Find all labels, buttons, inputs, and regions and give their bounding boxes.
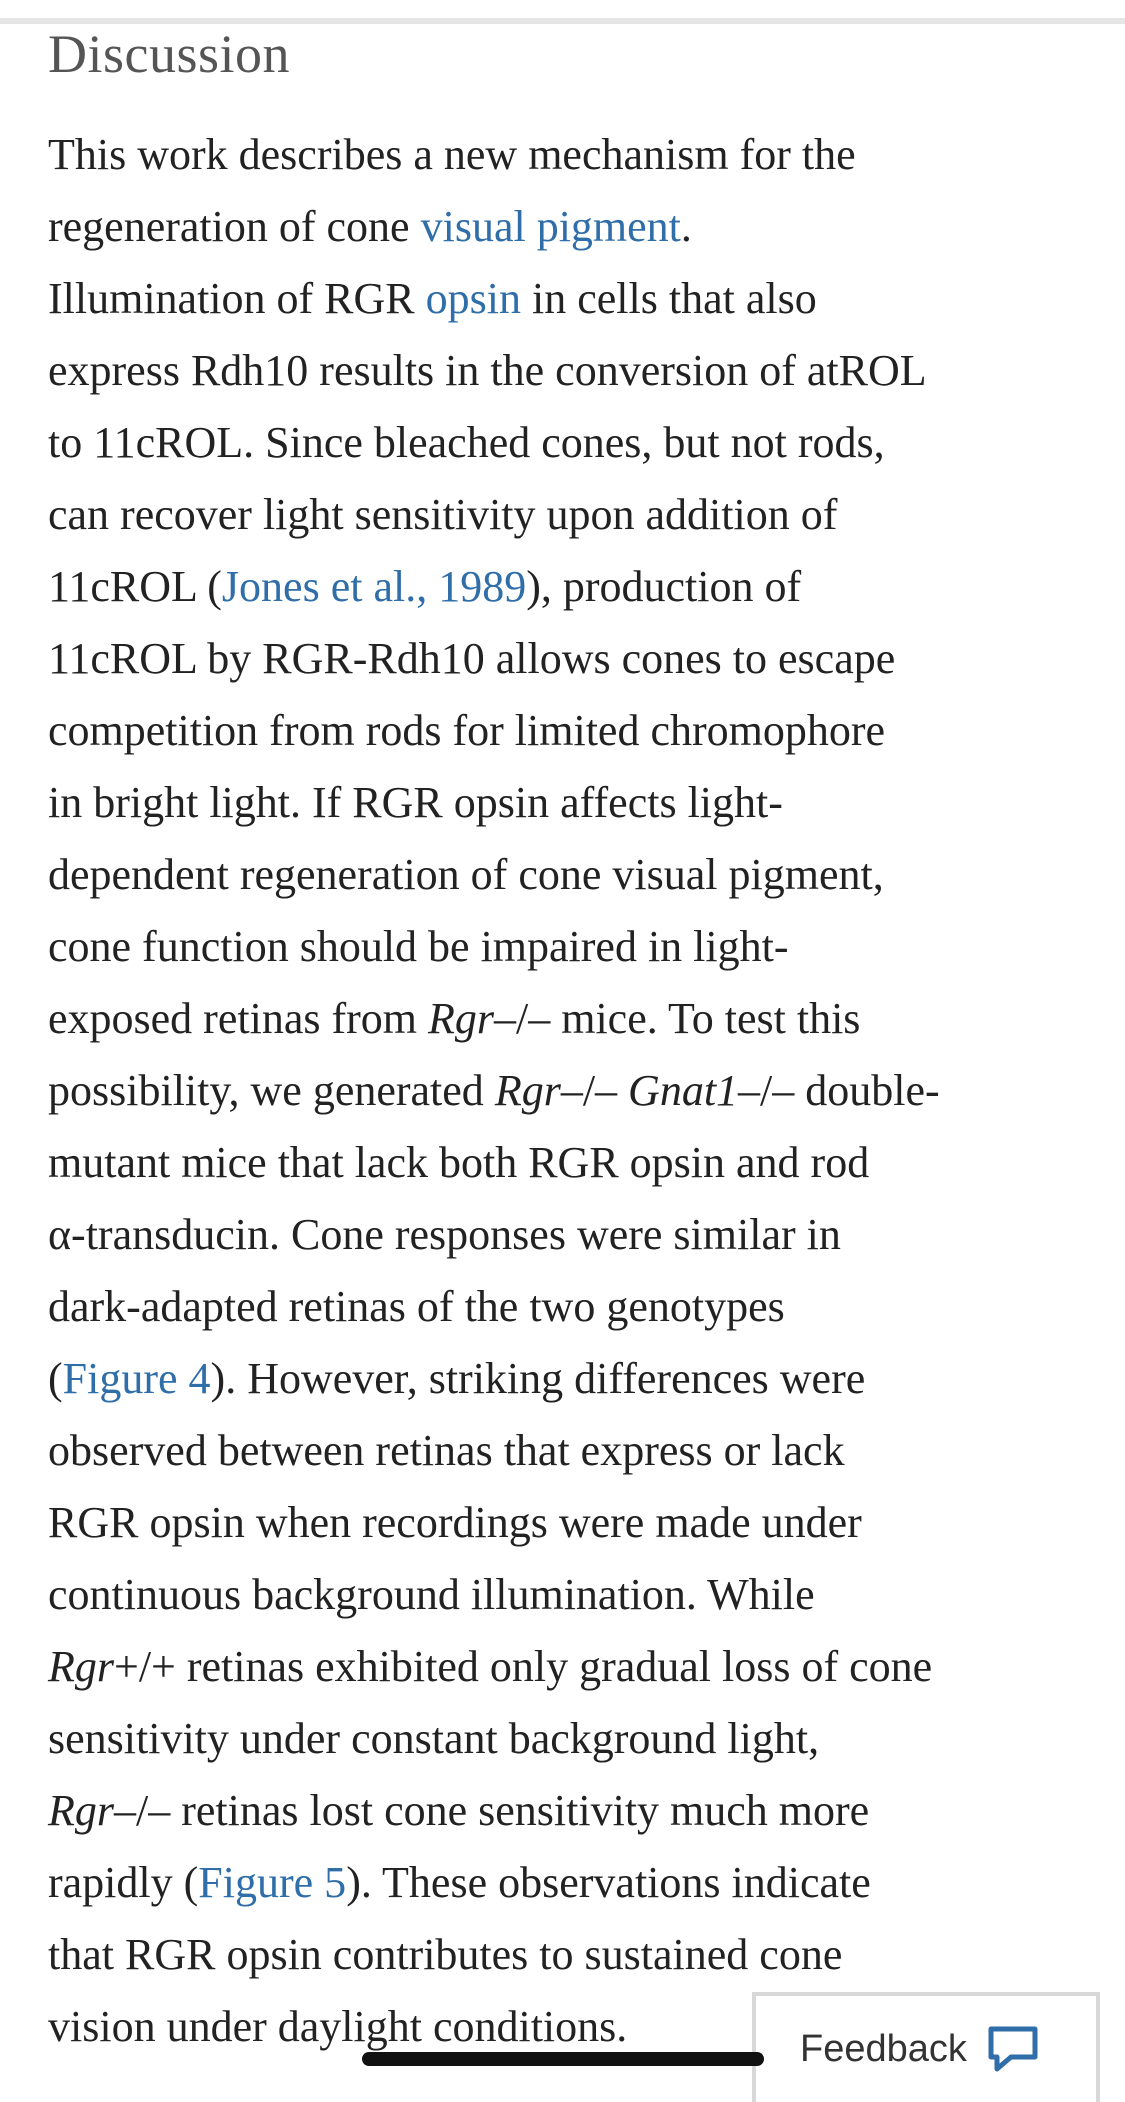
text-line: dependent regeneration of cone visual pigment,: [48, 850, 884, 899]
text-line: express Rdh10 results in the conversion of atROL: [48, 346, 927, 395]
text-line: sensitivity under constant background light,: [48, 1714, 820, 1763]
opsin-link[interactable]: opsin: [425, 274, 522, 323]
text-line: continuous background illumination. While: [48, 1570, 815, 1619]
figure-4-link[interactable]: Figure 4: [62, 1354, 211, 1403]
text-line: vision under daylight conditions.: [48, 2002, 628, 2051]
text-line: dark-adapted retinas of the two genotypes: [48, 1282, 785, 1331]
gene-name: Rgr: [48, 1786, 114, 1835]
text-line: This work describes a new mechanism for the: [48, 130, 856, 179]
text-line: rapidly (Figure 5). These observations indicate: [48, 1858, 871, 1907]
text-line: Rgr+/+ retinas exhibited only gradual loss of cone: [48, 1642, 933, 1691]
text-line: α-transducin. Cone responses were similar in: [48, 1210, 841, 1259]
text-line: exposed retinas from Rgr–/– mice. To test this: [48, 994, 861, 1043]
text-line: competition from rods for limited chromophore: [48, 706, 886, 755]
visual-pigment-link[interactable]: visual pigment: [420, 202, 681, 251]
text-line: cone function should be impaired in light-: [48, 922, 789, 971]
text-line: regeneration of cone visual pigment.: [48, 202, 692, 251]
gene-name: Rgr: [48, 1642, 114, 1691]
text-line: Illumination of RGR opsin in cells that also: [48, 274, 817, 323]
jones-1989-citation-link[interactable]: Jones et al., 1989: [221, 562, 527, 611]
text-line: to 11cROL. Since bleached cones, but not rods,: [48, 418, 885, 467]
home-indicator: [362, 2052, 764, 2066]
text-line: mutant mice that lack both RGR opsin and rod: [48, 1138, 870, 1187]
text-line: can recover light sensitivity upon addition of: [48, 490, 838, 539]
text-line: that RGR opsin contributes to sustained cone: [48, 1930, 843, 1979]
speech-bubble-icon: [985, 2021, 1041, 2077]
gene-name: Gnat1: [628, 1066, 739, 1115]
text-line: (Figure 4). However, striking differences were: [48, 1354, 866, 1403]
discussion-paragraph: [48, 119, 1088, 2063]
text-line: observed between retinas that express or lack: [48, 1426, 845, 1475]
text-line: Rgr–/– retinas lost cone sensitivity much more: [48, 1786, 870, 1835]
feedback-button[interactable]: [752, 1992, 1100, 2102]
feedback-label: Feedback: [800, 2027, 967, 2070]
text-line: possibility, we generated Rgr–/– Gnat1–/– double-: [48, 1066, 940, 1115]
text-line: 11cROL by RGR-Rdh10 allows cones to escape: [48, 634, 896, 683]
gene-name: Rgr: [494, 1066, 561, 1115]
gene-name: Rgr: [428, 994, 494, 1043]
text-line: in bright light. If RGR opsin affects light-: [48, 778, 783, 827]
text-line: RGR opsin when recordings were made under: [48, 1498, 862, 1547]
text-line: 11cROL (Jones et al., 1989), production of: [48, 562, 802, 611]
section-heading: Discussion: [48, 24, 291, 84]
figure-5-link[interactable]: Figure 5: [198, 1858, 347, 1907]
